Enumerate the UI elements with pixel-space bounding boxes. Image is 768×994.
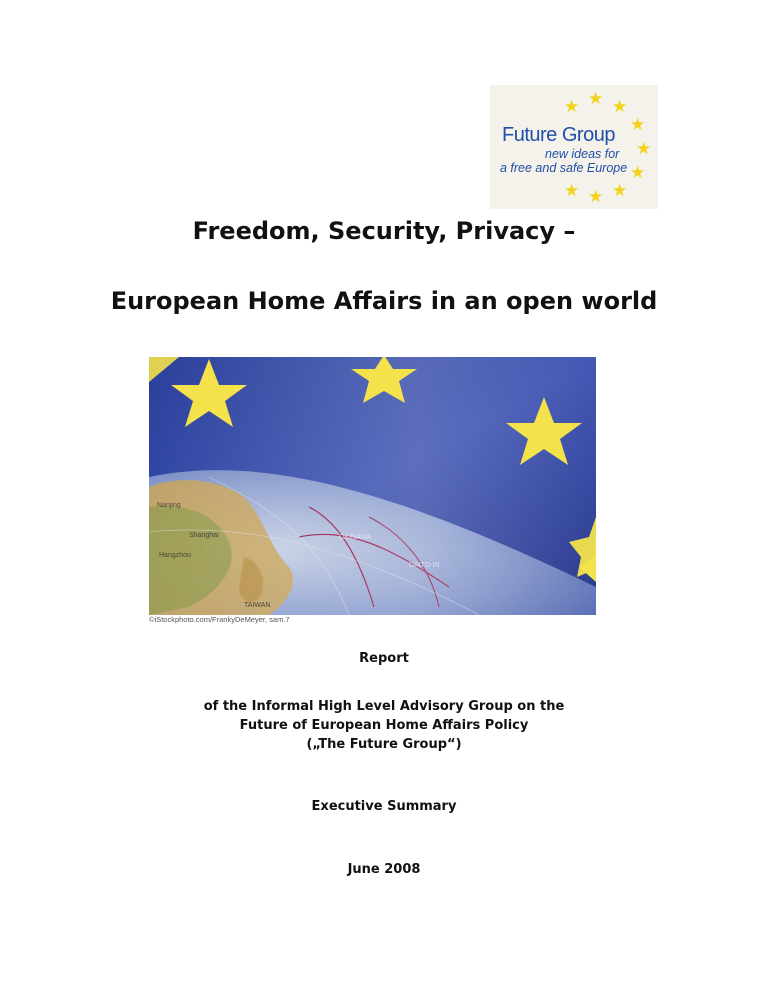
star-icon: ★	[630, 163, 646, 183]
svg-text:DAITO-IN: DAITO-IN	[409, 562, 440, 569]
star-icon: ★	[630, 115, 646, 135]
document-title-line2: European Home Affairs in an open world	[110, 287, 658, 315]
star-icon: ★	[588, 187, 604, 207]
logo-brand: Future Group	[502, 124, 615, 146]
logo-tagline-line1: new ideas for	[545, 147, 620, 161]
report-description	[0, 697, 768, 754]
svg-text:Nanjing: Nanjing	[157, 502, 181, 509]
description-line: („The Future Group“)	[306, 737, 462, 752]
svg-text:OKINAWA: OKINAWA	[339, 534, 372, 541]
svg-text:TAIWAN: TAIWAN	[244, 602, 271, 609]
star-icon: ★	[564, 181, 580, 201]
star-icon: ★	[636, 139, 652, 159]
star-icon: ★	[588, 89, 604, 109]
cover-image	[149, 357, 596, 615]
publication-date: June 2008	[347, 862, 421, 877]
description-line: of the Informal High Level Advisory Group on the	[203, 699, 565, 714]
star-icon: ★	[564, 97, 580, 117]
image-credit: ©iStockphoto.com/FrankyDeMeyer, sam.7	[149, 615, 290, 624]
star-icon: ★	[612, 181, 628, 201]
document-type: Executive Summary	[311, 799, 457, 814]
future-group-logo	[490, 85, 658, 209]
logo-tagline-line2: a free and safe Europe	[500, 161, 628, 175]
svg-text:Hangzhou: Hangzhou	[159, 552, 191, 559]
description-line: Future of European Home Affairs Policy	[239, 718, 529, 733]
report-label: Report	[359, 651, 409, 666]
document-title-line1: Freedom, Security, Privacy –	[192, 217, 576, 245]
svg-text:Shanghai: Shanghai	[189, 532, 219, 539]
star-icon: ★	[612, 97, 628, 117]
